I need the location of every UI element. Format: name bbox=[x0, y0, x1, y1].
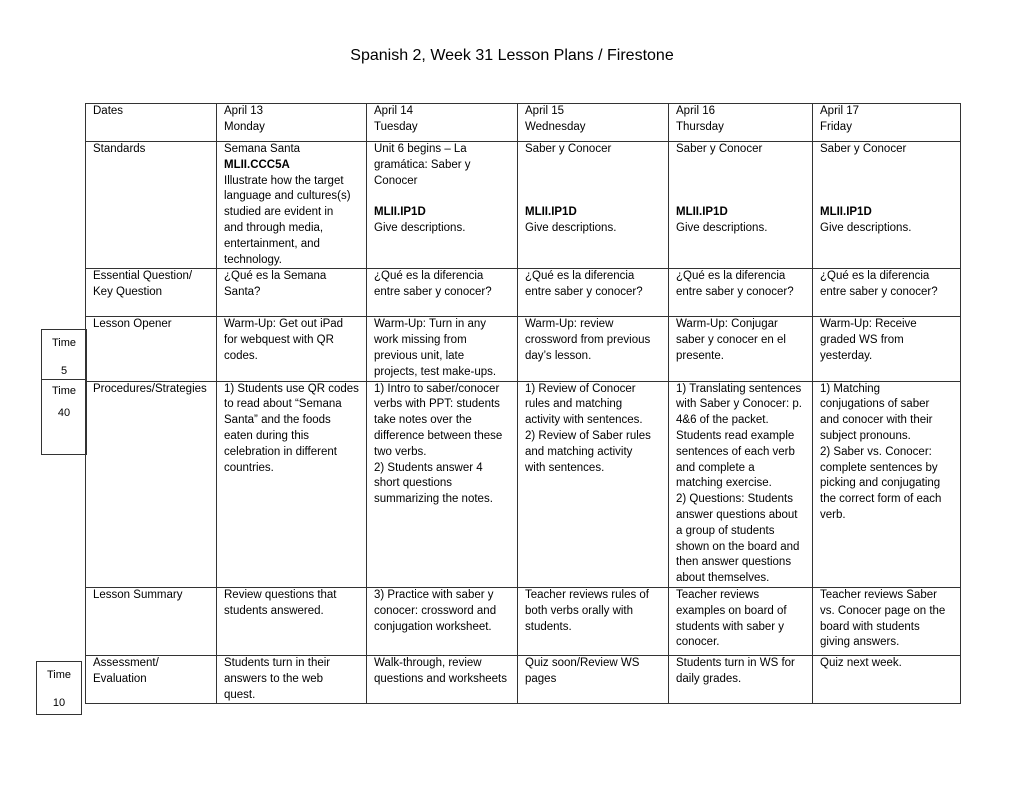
day-cell bbox=[669, 381, 813, 587]
cell-text: Santa? bbox=[224, 286, 261, 299]
cell-text: answer questions about bbox=[676, 508, 798, 521]
cell-text: with Saber y Conocer: p. bbox=[676, 398, 802, 411]
cell-text: Key Question bbox=[93, 286, 163, 299]
cell-text: Lesson Summary bbox=[93, 588, 183, 601]
cell-text: April 15 bbox=[525, 105, 564, 117]
cell-text: students. bbox=[525, 620, 572, 633]
cell-text: quest. bbox=[224, 688, 256, 701]
blank-line bbox=[374, 189, 513, 205]
cell-text: projects, test make-ups. bbox=[374, 365, 497, 378]
cell-text: Evaluation bbox=[93, 672, 147, 685]
cell-text: take notes over the bbox=[374, 414, 472, 427]
cell-text: conjugation worksheet. bbox=[374, 620, 492, 633]
blank-line bbox=[820, 174, 956, 190]
cell-text: the correct form of each bbox=[820, 493, 942, 506]
day-cell bbox=[669, 587, 813, 655]
cell-text: answers to the web bbox=[224, 672, 324, 685]
blank-line bbox=[525, 174, 664, 190]
cell-text: both verbs orally with bbox=[525, 604, 634, 617]
cell-text: Quiz soon/Review WS bbox=[525, 656, 640, 669]
blank-line bbox=[676, 189, 808, 205]
cell-text: difference between these bbox=[374, 429, 503, 442]
cell-text: Friday bbox=[820, 120, 852, 133]
cell-text: board with students bbox=[820, 620, 920, 633]
cell-text: studied are evident in bbox=[224, 206, 334, 219]
cell-text: celebration in different bbox=[224, 445, 337, 458]
day-cell bbox=[217, 655, 367, 703]
cell-text: ¿Qué es la diferencia bbox=[820, 270, 930, 283]
time-label: Time bbox=[51, 337, 77, 349]
cell-text: Semana Santa bbox=[224, 143, 301, 155]
cell-text: 1) Intro to saber/conocer bbox=[374, 382, 500, 395]
cell-text: conocer: crossword and bbox=[374, 604, 497, 617]
day-cell bbox=[518, 317, 669, 381]
row-header bbox=[86, 381, 217, 587]
cell-text: a group of students bbox=[676, 524, 775, 537]
cell-text: Monday bbox=[224, 120, 265, 133]
cell-text: Quiz next week. bbox=[820, 656, 902, 669]
cell-text: vs. Conocer page on the bbox=[820, 604, 946, 617]
cell-text: Saber y Conocer bbox=[525, 143, 612, 155]
day-cell bbox=[669, 269, 813, 317]
row-procedures bbox=[86, 381, 961, 587]
day-cell bbox=[367, 317, 518, 381]
cell-text: picking and conjugating bbox=[820, 477, 941, 490]
cell-text: summarizing the notes. bbox=[374, 493, 493, 506]
day-cell bbox=[813, 655, 961, 703]
cell-text: Saber y Conocer bbox=[820, 143, 907, 155]
cell-text: with sentences. bbox=[525, 461, 605, 474]
row-header bbox=[86, 587, 217, 655]
cell-text: 2) Questions: Students bbox=[676, 493, 793, 506]
cell-text: matching exercise. bbox=[676, 477, 772, 490]
day-cell bbox=[367, 381, 518, 587]
cell-text: rules and matching bbox=[525, 398, 623, 411]
cell-text: language and cultures(s) bbox=[224, 190, 351, 203]
cell-text: Conocer bbox=[374, 174, 418, 187]
cell-text: Warm-Up: Receive bbox=[820, 318, 917, 331]
cell-text: day’s lesson. bbox=[525, 349, 592, 362]
cell-text: Thursday bbox=[676, 120, 724, 133]
cell-text: Teacher reviews bbox=[676, 588, 760, 601]
cell-text: saber y conocer en el bbox=[676, 334, 786, 347]
cell-text: 4&6 of the packet. bbox=[676, 414, 769, 427]
day-cell bbox=[813, 317, 961, 381]
day-cell bbox=[217, 142, 367, 269]
cell-text: countries. bbox=[224, 461, 274, 474]
cell-text: Tuesday bbox=[374, 120, 418, 133]
cell-text: previous unit, late bbox=[374, 349, 465, 362]
cell-text: Review questions that bbox=[224, 588, 337, 601]
blank-line bbox=[525, 158, 664, 174]
time-box-assessment bbox=[36, 661, 82, 715]
cell-text: subject pronouns. bbox=[820, 429, 911, 442]
cell-text: eaten during this bbox=[224, 429, 310, 442]
day-cell bbox=[217, 587, 367, 655]
day-cell bbox=[518, 655, 669, 703]
cell-text: Santa” and the foods bbox=[224, 414, 331, 427]
time-box-procedures bbox=[41, 378, 87, 455]
day-cell bbox=[669, 317, 813, 381]
cell-text: 2) Review of Saber rules bbox=[525, 429, 651, 442]
standard-code: MLII.IP1D bbox=[374, 206, 426, 219]
cell-text: ¿Qué es la diferencia bbox=[374, 270, 484, 283]
cell-text: entre saber y conocer? bbox=[676, 286, 794, 299]
time-value: 5 bbox=[60, 365, 68, 377]
day-cell bbox=[669, 104, 813, 142]
row-header bbox=[86, 269, 217, 317]
standard-code: MLII.CCC5A bbox=[224, 158, 290, 171]
cell-text: Illustrate how the target bbox=[224, 174, 344, 187]
cell-text: April 14 bbox=[374, 105, 413, 117]
cell-text: work missing from bbox=[374, 334, 467, 347]
cell-text: 2) Saber vs. Conocer: bbox=[820, 445, 932, 458]
day-cell bbox=[518, 587, 669, 655]
cell-text: Warm-Up: Get out iPad bbox=[224, 318, 344, 331]
cell-text: shown on the board and bbox=[676, 540, 800, 553]
cell-text: gramática: Saber y bbox=[374, 158, 471, 171]
cell-text: ¿Qué es la diferencia bbox=[676, 270, 786, 283]
blank-line bbox=[525, 189, 664, 205]
cell-text: conjugations of saber bbox=[820, 398, 930, 411]
day-cell bbox=[367, 587, 518, 655]
day-cell bbox=[813, 104, 961, 142]
standard-code: MLII.IP1D bbox=[676, 206, 728, 219]
cell-text: Students turn in WS for bbox=[676, 656, 795, 669]
cell-text: Students read example bbox=[676, 429, 795, 442]
cell-text: graded WS from bbox=[820, 334, 904, 347]
day-cell bbox=[367, 655, 518, 703]
day-cell bbox=[367, 142, 518, 269]
row-assessment bbox=[86, 655, 961, 703]
day-cell bbox=[669, 142, 813, 269]
cell-text: Teacher reviews Saber bbox=[820, 588, 937, 601]
cell-text: examples on board of bbox=[676, 604, 787, 617]
cell-text: short questions bbox=[374, 477, 452, 490]
blank-line bbox=[676, 174, 808, 190]
cell-text: Essential Question/ bbox=[93, 270, 193, 283]
cell-text: verb. bbox=[820, 508, 846, 521]
cell-text: Saber y Conocer bbox=[676, 143, 763, 155]
day-cell bbox=[813, 269, 961, 317]
cell-text: Wednesday bbox=[525, 120, 586, 133]
day-cell bbox=[518, 381, 669, 587]
cell-text: Assessment/ bbox=[93, 656, 159, 669]
cell-text: questions and worksheets bbox=[374, 672, 507, 685]
page-title: Spanish 2, Week 31 Lesson Plans / Firestone bbox=[350, 47, 674, 64]
day-cell bbox=[518, 142, 669, 269]
row-lesson-summary bbox=[86, 587, 961, 655]
blank-line bbox=[820, 189, 956, 205]
day-cell bbox=[367, 104, 518, 142]
cell-text: entre saber y conocer? bbox=[374, 286, 492, 299]
cell-text: Walk-through, review bbox=[374, 656, 482, 669]
cell-text: complete sentences by bbox=[820, 461, 938, 474]
cell-text: April 13 bbox=[224, 105, 263, 117]
day-cell bbox=[813, 587, 961, 655]
cell-text: Give descriptions. bbox=[374, 221, 466, 234]
row-header bbox=[86, 104, 217, 142]
cell-text: Dates bbox=[93, 105, 124, 117]
cell-text: about themselves. bbox=[676, 572, 770, 585]
day-cell bbox=[217, 317, 367, 381]
cell-text: then answer questions bbox=[676, 556, 792, 569]
cell-text: crossword from previous bbox=[525, 334, 651, 347]
day-cell bbox=[217, 269, 367, 317]
cell-text: to read about “Semana bbox=[224, 398, 342, 411]
standard-code: MLII.IP1D bbox=[820, 206, 872, 219]
day-cell bbox=[669, 655, 813, 703]
cell-text: codes. bbox=[224, 349, 258, 362]
cell-text: Warm-Up: review bbox=[525, 318, 614, 331]
time-value: 40 bbox=[57, 407, 71, 419]
cell-text: daily grades. bbox=[676, 672, 742, 685]
cell-text: yesterday. bbox=[820, 349, 873, 362]
cell-text: students with saber y bbox=[676, 620, 785, 633]
cell-text: two verbs. bbox=[374, 445, 427, 458]
cell-text: Students turn in their bbox=[224, 656, 331, 669]
cell-text: Unit 6 begins – La bbox=[374, 143, 467, 155]
cell-text: ¿Qué es la diferencia bbox=[525, 270, 635, 283]
cell-text: verbs with PPT: students bbox=[374, 398, 500, 411]
cell-text: 3) Practice with saber y bbox=[374, 588, 494, 601]
blank-line bbox=[676, 158, 808, 174]
cell-text: conocer. bbox=[676, 636, 720, 649]
cell-text: Give descriptions. bbox=[676, 221, 768, 234]
lesson-plan-table bbox=[85, 103, 961, 704]
row-lesson-opener bbox=[86, 317, 961, 381]
cell-text: pages bbox=[525, 672, 557, 685]
day-cell bbox=[518, 104, 669, 142]
cell-text: 1) Students use QR codes bbox=[224, 382, 359, 395]
cell-text: technology. bbox=[224, 253, 282, 266]
standard-code: MLII.IP1D bbox=[525, 206, 577, 219]
cell-text: ¿Qué es la Semana bbox=[224, 270, 327, 283]
cell-text: 1) Translating sentences bbox=[676, 382, 802, 395]
row-standards bbox=[86, 142, 961, 269]
row-header bbox=[86, 142, 217, 269]
cell-text: Warm-Up: Turn in any bbox=[374, 318, 487, 331]
time-value: 10 bbox=[52, 697, 66, 709]
cell-text: and complete a bbox=[676, 461, 755, 474]
cell-text: and conocer with their bbox=[820, 414, 933, 427]
cell-text: Warm-Up: Conjugar bbox=[676, 318, 778, 331]
time-label: Time bbox=[46, 669, 72, 681]
cell-text: students answered. bbox=[224, 604, 324, 617]
time-label: Time bbox=[51, 385, 77, 397]
day-cell bbox=[367, 269, 518, 317]
day-cell bbox=[518, 269, 669, 317]
cell-text: for webquest with QR bbox=[224, 334, 334, 347]
day-cell bbox=[217, 381, 367, 587]
cell-text: April 16 bbox=[676, 105, 715, 117]
cell-text: 2) Students answer 4 bbox=[374, 461, 483, 474]
row-dates bbox=[86, 104, 961, 142]
cell-text: Lesson Opener bbox=[93, 318, 172, 331]
cell-text: Standards bbox=[93, 143, 146, 155]
cell-text: entertainment, and bbox=[224, 237, 320, 250]
row-essential-question bbox=[86, 269, 961, 317]
cell-text: sentences of each verb bbox=[676, 445, 795, 458]
cell-text: Procedures/Strategies bbox=[93, 382, 207, 395]
cell-text: entre saber y conocer? bbox=[820, 286, 938, 299]
cell-text: Teacher reviews rules of bbox=[525, 588, 649, 601]
day-cell bbox=[813, 142, 961, 269]
time-box-opener bbox=[41, 329, 87, 380]
cell-text: and matching activity bbox=[525, 445, 633, 458]
cell-text: and through media, bbox=[224, 221, 324, 234]
cell-text: 1) Matching bbox=[820, 382, 881, 395]
cell-text: presente. bbox=[676, 349, 724, 362]
cell-text: Give descriptions. bbox=[525, 221, 617, 234]
cell-text: giving answers. bbox=[820, 636, 900, 649]
lesson-plan-body bbox=[86, 104, 961, 704]
blank-line bbox=[820, 158, 956, 174]
cell-text: April 17 bbox=[820, 105, 859, 117]
cell-text: entre saber y conocer? bbox=[525, 286, 643, 299]
row-header bbox=[86, 317, 217, 381]
day-cell bbox=[217, 104, 367, 142]
row-header bbox=[86, 655, 217, 703]
cell-text: activity with sentences. bbox=[525, 414, 643, 427]
day-cell bbox=[813, 381, 961, 587]
cell-text: 1) Review of Conocer bbox=[525, 382, 636, 395]
cell-text: Give descriptions. bbox=[820, 221, 912, 234]
